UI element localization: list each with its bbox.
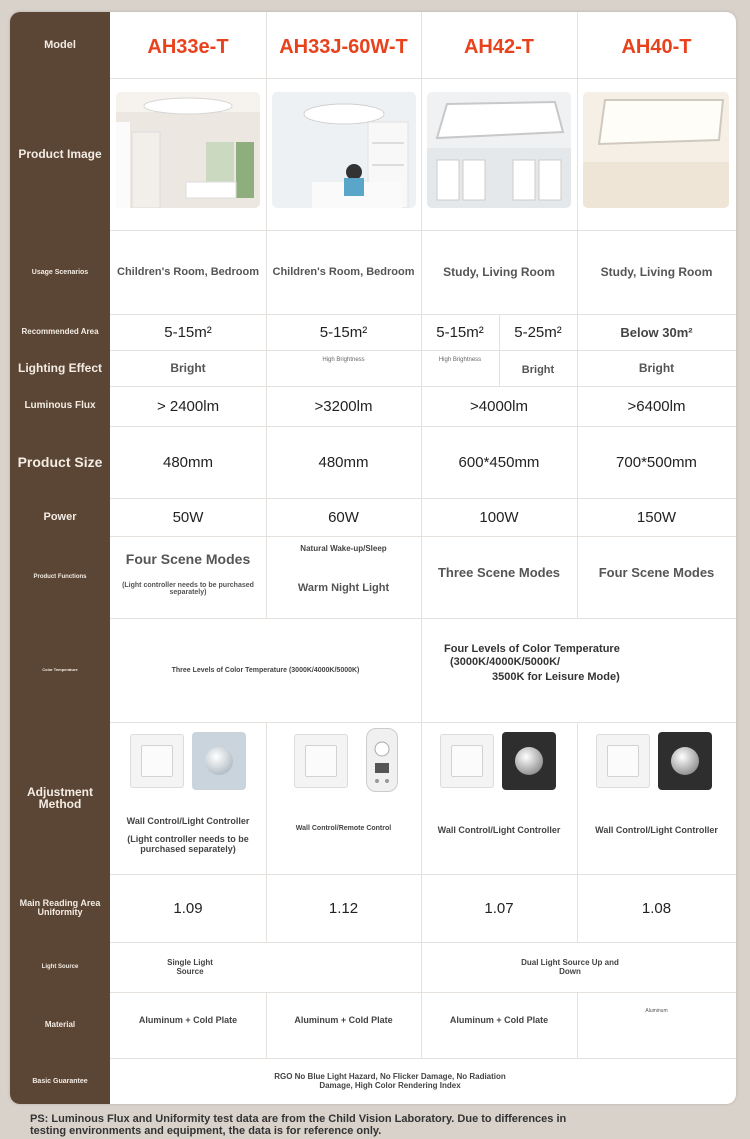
luminous-flux: >6400lm bbox=[627, 397, 686, 415]
light-controller-knob-icon bbox=[502, 732, 556, 790]
model-name: AH33J-60W-T bbox=[279, 35, 408, 58]
label-usage-scenarios: Usage Scenarios bbox=[31, 268, 89, 276]
function-warm-night-light: Warm Night Light bbox=[297, 582, 390, 594]
uniformity-value: 1.09 bbox=[173, 899, 203, 917]
label-product-functions: Product Functions bbox=[33, 574, 87, 580]
label-material: Material bbox=[44, 1020, 76, 1029]
remote-control-icon bbox=[366, 728, 398, 792]
label-luminous-flux: Luminous Flux bbox=[24, 400, 96, 411]
comparison-table bbox=[10, 12, 736, 1104]
product-image-ah33e bbox=[116, 92, 260, 208]
adjustment-method: Wall Control/Light Controller bbox=[437, 825, 561, 835]
model-name: AH33e-T bbox=[147, 35, 229, 58]
adjustment-method: Wall Control/Light Controller bbox=[595, 825, 718, 835]
color-temp-four-levels: Four Levels of Color Temperature bbox=[444, 643, 620, 655]
product-image-ah42 bbox=[427, 92, 571, 208]
color-temp-leisure: 3500K for Leisure Mode) bbox=[492, 671, 620, 683]
usage-scenario: Study, Living Room bbox=[443, 265, 555, 279]
light-source-dual: Dual Light Source Up and Down bbox=[521, 958, 619, 976]
material-value: Aluminum bbox=[645, 1008, 668, 1014]
product-size: 600*450mm bbox=[458, 453, 540, 471]
material-value: Aluminum + Cold Plate bbox=[449, 1015, 549, 1025]
power-value: 60W bbox=[328, 508, 359, 526]
lighting-effect: Bright bbox=[638, 361, 675, 375]
model-name: AH40-T bbox=[621, 35, 692, 58]
light-controller-knob-icon bbox=[192, 732, 246, 790]
light-controller-knob-icon bbox=[658, 732, 712, 790]
wall-switch-icon bbox=[440, 734, 494, 788]
function-four-scene-modes: Four Scene Modes bbox=[125, 551, 251, 567]
adjustment-method: Wall Control/Remote Control bbox=[295, 824, 392, 832]
power-value: 150W bbox=[636, 508, 677, 526]
wall-switch-icon bbox=[294, 734, 348, 788]
luminous-flux: >4000lm bbox=[470, 397, 528, 415]
function-three-scene-modes: Three Scene Modes bbox=[437, 564, 561, 580]
label-product-image: Product Image bbox=[18, 147, 102, 161]
footnote: PS: Luminous Flux and Uniformity test data are from the Child Vision Laboratory. Due to differences in testing environments and equipment, the data is for reference only. bbox=[30, 1113, 567, 1137]
recommended-area: 5-15m² bbox=[319, 323, 368, 341]
product-size: 480mm bbox=[318, 453, 369, 471]
function-note: (Light controller needs to be purchased separately) bbox=[122, 582, 254, 596]
recommended-area: Below 30m² bbox=[620, 324, 693, 340]
lighting-effect: High Brightness bbox=[322, 357, 365, 363]
basic-guarantee: RGO No Blue Light Hazard, No Flicker Damage, No Radiation Damage, High Color Rendering Index bbox=[274, 1072, 506, 1090]
model-name: AH42-T bbox=[463, 35, 534, 58]
product-size: 480mm bbox=[162, 453, 214, 471]
label-model: Model bbox=[44, 38, 76, 51]
uniformity-value: 1.12 bbox=[328, 899, 359, 917]
material-value: Aluminum + Cold Plate bbox=[294, 1015, 393, 1025]
label-basic-guarantee: Basic Guarantee bbox=[32, 1077, 88, 1085]
function-wake-sleep: Natural Wake-up/Sleep bbox=[300, 543, 387, 553]
lighting-effect: Bright bbox=[521, 364, 555, 376]
label-uniformity: Main Reading Area Uniformity bbox=[19, 898, 101, 917]
color-temp-three-levels: Three Levels of Color Temperature (3000K/4000K/5000K) bbox=[171, 666, 360, 674]
adjustment-note: (Light controller needs to be purchased separately) bbox=[127, 834, 249, 854]
color-temp-values: (3000K/4000K/5000K/ bbox=[450, 656, 561, 668]
power-value: 100W bbox=[479, 508, 519, 526]
label-power: Power bbox=[43, 510, 77, 523]
power-value: 50W bbox=[172, 508, 204, 526]
label-product-size: Product Size bbox=[17, 454, 103, 470]
recommended-area: 5-15m² bbox=[164, 323, 212, 341]
adjustment-method: Wall Control/Light Controller bbox=[126, 816, 250, 826]
recommended-area: 5-25m² bbox=[514, 323, 562, 341]
lighting-effect: Bright bbox=[170, 361, 206, 375]
usage-scenario: Children's Room, Bedroom bbox=[272, 266, 415, 278]
product-image-ah33j bbox=[272, 92, 416, 208]
label-light-source: Light Source bbox=[41, 964, 79, 970]
label-lighting-effect: Lighting Effect bbox=[18, 361, 102, 375]
recommended-area: 5-15m² bbox=[436, 323, 484, 341]
label-adjustment-method: Adjustment Method bbox=[27, 785, 93, 811]
wall-switch-icon bbox=[130, 734, 184, 788]
wall-switch-icon bbox=[596, 734, 650, 788]
light-source-single: Single Light Source bbox=[167, 958, 213, 976]
material-value: Aluminum + Cold Plate bbox=[138, 1015, 238, 1025]
product-image-ah40 bbox=[583, 92, 729, 208]
usage-scenario: Children's Room, Bedroom bbox=[117, 266, 259, 278]
lighting-effect: High Brightness bbox=[438, 357, 482, 363]
label-recommended-area: Recommended Area bbox=[21, 327, 99, 336]
function-four-scene-modes: Four Scene Modes bbox=[598, 564, 715, 580]
usage-scenario: Study, Living Room bbox=[600, 265, 713, 279]
luminous-flux: > 2400lm bbox=[156, 397, 220, 415]
product-size: 700*500mm bbox=[616, 453, 697, 471]
label-color-temperature: Color Temperature bbox=[42, 667, 78, 672]
luminous-flux: >3200lm bbox=[314, 397, 373, 415]
uniformity-value: 1.07 bbox=[484, 899, 514, 917]
uniformity-value: 1.08 bbox=[641, 899, 672, 917]
